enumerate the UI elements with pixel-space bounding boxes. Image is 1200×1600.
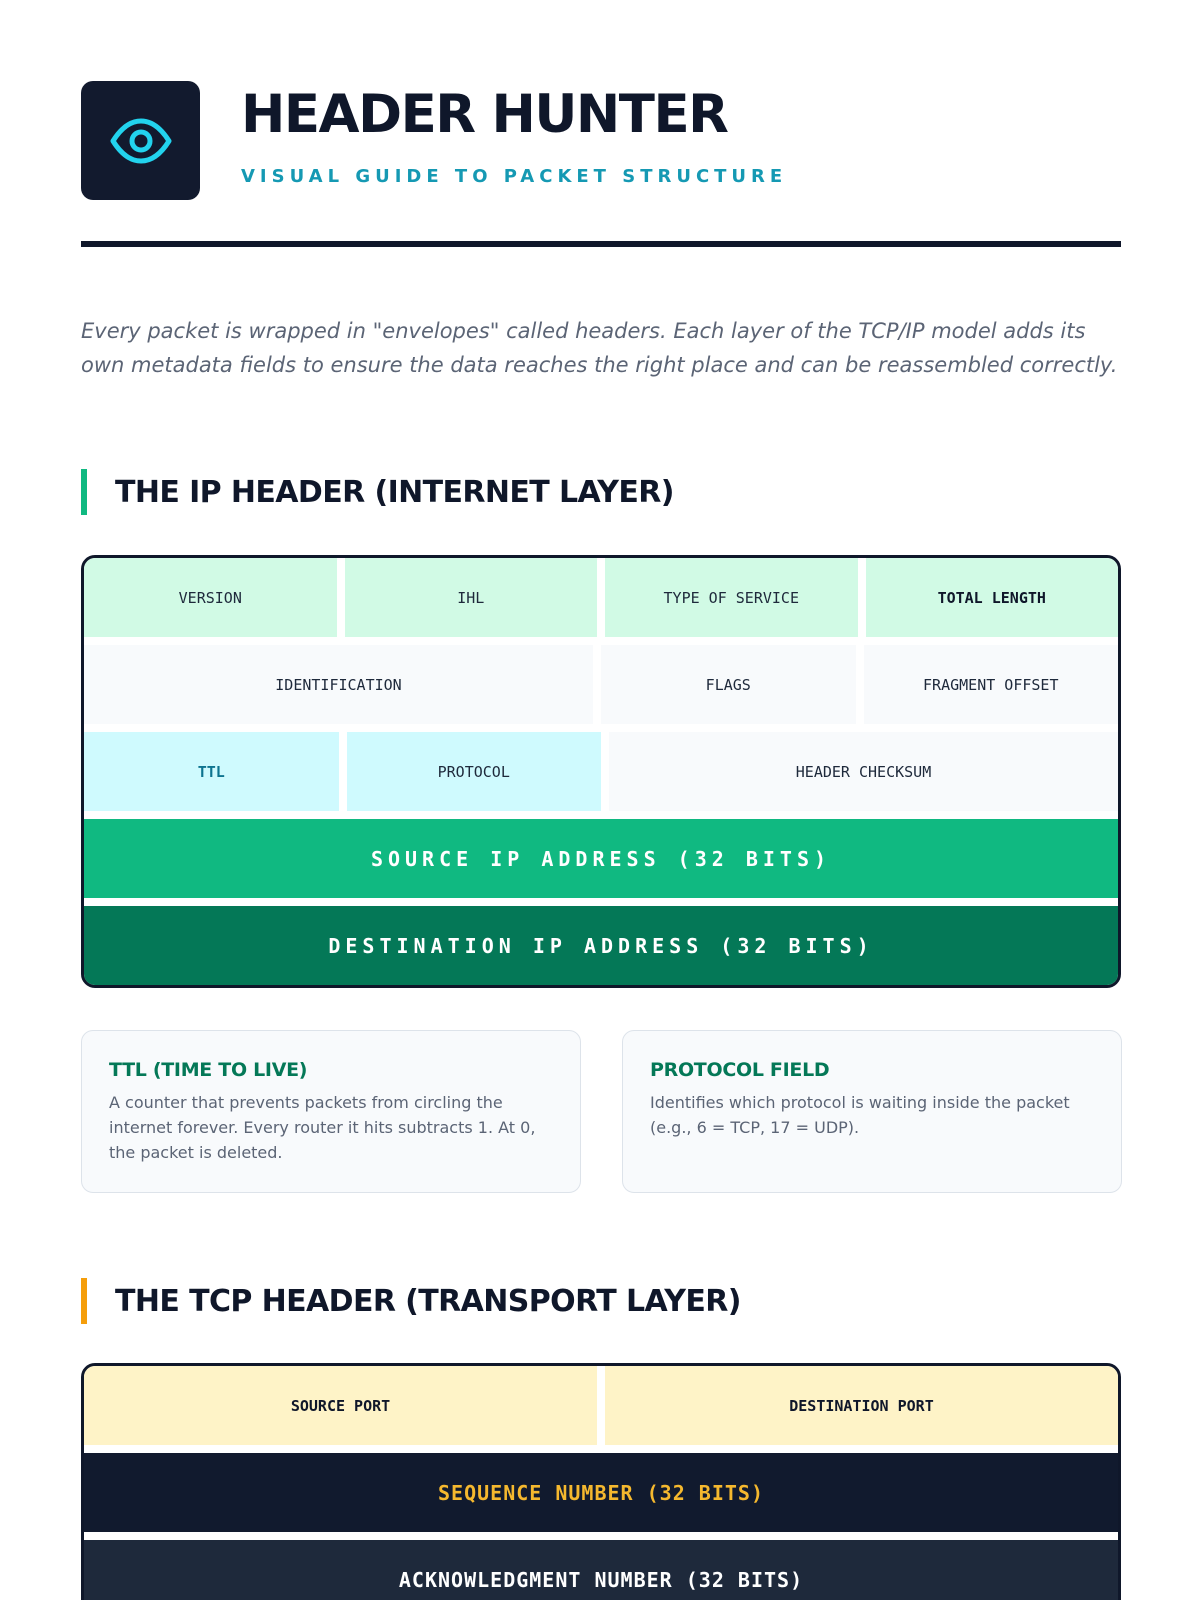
tcp-row-3 [84, 1540, 1118, 1600]
field-total-length: TOTAL LENGTH [866, 558, 1119, 637]
tcp-section-title: THE TCP HEADER (TRANSPORT LAYER) [115, 1283, 741, 1319]
page-title: HEADER HUNTER [241, 84, 728, 145]
field-version: VERSION [84, 558, 337, 637]
field-acknowledgment-number: ACKNOWLEDGMENT NUMBER (32 BITS) [84, 1540, 1118, 1600]
tcp-row-2 [84, 1453, 1118, 1532]
header-divider [81, 241, 1121, 247]
field-ihl: IHL [345, 558, 598, 637]
field-identification: IDENTIFICATION [84, 645, 593, 724]
ip-row-5 [84, 906, 1118, 985]
page-subtitle: VISUAL GUIDE TO PACKET STRUCTURE [241, 166, 788, 187]
field-header-checksum: HEADER CHECKSUM [609, 732, 1118, 811]
field-source-port: SOURCE PORT [84, 1366, 597, 1445]
field-source-ip: SOURCE IP ADDRESS (32 BITS) [84, 819, 1118, 898]
section-accent-bar [81, 1278, 87, 1324]
logo [81, 81, 200, 200]
ip-section-title: THE IP HEADER (INTERNET LAYER) [115, 474, 674, 510]
ip-row-4 [84, 819, 1118, 898]
ip-row-3 [84, 732, 1118, 811]
field-destination-port: DESTINATION PORT [605, 1366, 1118, 1445]
ip-row-1 [84, 558, 1118, 637]
ip-row-2 [84, 645, 1118, 724]
tcp-header-diagram [81, 1363, 1121, 1600]
card-title: PROTOCOL FIELD [650, 1059, 830, 1081]
tcp-row-1 [84, 1366, 1118, 1445]
ip-section-heading [81, 469, 674, 515]
section-accent-bar [81, 469, 87, 515]
field-destination-ip: DESTINATION IP ADDRESS (32 BITS) [84, 906, 1118, 985]
card-body: Identifies which protocol is waiting inside the packet (e.g., 6 = TCP, 17 = UDP). [650, 1093, 1070, 1137]
ip-header-diagram [81, 555, 1121, 988]
intro-paragraph: Every packet is wrapped in "envelopes" called headers. Each layer of the TCP/IP model adds its own metadata fields to ensure the data reaches the right place and can be reassembled correctly. [81, 319, 1118, 377]
protocol-info-card [622, 1030, 1122, 1193]
card-title: TTL (TIME TO LIVE) [109, 1059, 308, 1081]
field-flags: FLAGS [601, 645, 856, 724]
field-ttl: TTL [84, 732, 339, 811]
card-body: A counter that prevents packets from circling the internet forever. Every router it hits subtracts 1. At 0, the packet is deleted. [109, 1093, 536, 1162]
field-sequence-number: SEQUENCE NUMBER (32 BITS) [84, 1453, 1118, 1532]
eye-icon [109, 109, 173, 173]
field-protocol: PROTOCOL [347, 732, 602, 811]
tcp-section-heading [81, 1278, 741, 1324]
field-fragment-offset: FRAGMENT OFFSET [864, 645, 1119, 724]
field-type-of-service: TYPE OF SERVICE [605, 558, 858, 637]
ttl-info-card [81, 1030, 581, 1193]
